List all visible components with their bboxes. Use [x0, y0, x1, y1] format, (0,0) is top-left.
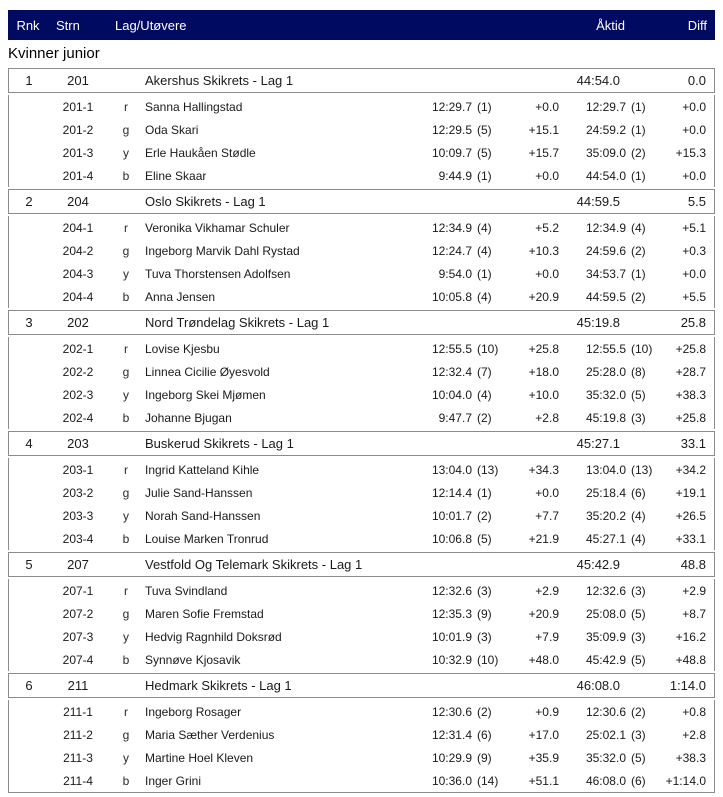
cumulative-rank: (4)	[631, 531, 646, 546]
cumulative-time: 35:32.0	[585, 750, 626, 765]
leg-time: 12:31.4	[431, 727, 472, 742]
leg-row	[9, 285, 714, 308]
total-diff: +2.8	[682, 727, 706, 742]
cumulative-rank: (6)	[631, 485, 646, 500]
cumulative-rank: (3)	[631, 629, 646, 644]
team-name: Nord Trøndelag Skikrets - Lag 1	[145, 315, 330, 330]
team-total-time: 45:19.8	[576, 315, 620, 330]
cumulative-rank: (2)	[631, 704, 646, 719]
team-rank: 4	[25, 436, 33, 451]
leg-diff: +25.8	[528, 341, 559, 356]
leg-id: 204-1	[62, 220, 94, 235]
cumulative-rank: (2)	[631, 243, 646, 258]
leg-time-rank: (5)	[477, 122, 492, 137]
leg-id: 202-4	[62, 410, 94, 425]
leg-time-rank: (4)	[477, 387, 492, 402]
leg-time: 9:47.7	[438, 410, 472, 425]
team-rank: 3	[25, 315, 33, 330]
team-legs	[8, 700, 715, 793]
cumulative-rank: (1)	[631, 99, 646, 114]
total-diff: +38.3	[675, 387, 706, 402]
cumulative-time: 45:19.8	[585, 410, 626, 425]
leg-diff: +10.3	[528, 243, 559, 258]
skier-name: Johanne Bjugan	[145, 410, 232, 425]
team-strn: 204	[67, 194, 89, 209]
cumulative-time: 24:59.6	[585, 243, 626, 258]
leg-time-rank: (2)	[477, 508, 492, 523]
team-strn: 211	[67, 678, 89, 693]
total-diff: +34.2	[675, 462, 706, 477]
leg-color-code: y	[123, 508, 129, 523]
leg-row	[9, 383, 714, 406]
leg-diff: +2.9	[535, 583, 559, 598]
leg-diff: +0.0	[535, 99, 559, 114]
leg-color-code: y	[123, 629, 129, 644]
leg-time-rank: (7)	[477, 364, 492, 379]
leg-diff: +5.2	[535, 220, 559, 235]
leg-time-rank: (14)	[477, 773, 499, 788]
total-diff: +38.3	[675, 750, 706, 765]
cumulative-rank: (3)	[631, 410, 646, 425]
team-summary-row	[8, 552, 715, 577]
leg-id: 207-1	[62, 583, 94, 598]
leg-row	[9, 625, 714, 648]
leg-row	[9, 700, 714, 723]
leg-diff: +20.9	[528, 289, 559, 304]
cumulative-time: 45:42.9	[585, 652, 626, 667]
cumulative-time: 24:59.2	[585, 122, 626, 137]
total-diff: +0.8	[682, 704, 706, 719]
leg-time: 12:29.5	[431, 122, 472, 137]
leg-color-code: r	[124, 99, 128, 114]
leg-color-code: g	[122, 243, 130, 258]
leg-diff: +10.0	[528, 387, 559, 402]
leg-row	[9, 602, 714, 625]
leg-time-rank: (13)	[477, 462, 499, 477]
leg-time: 10:05.8	[431, 289, 472, 304]
leg-row	[9, 504, 714, 527]
leg-id: 201-1	[62, 99, 94, 114]
leg-diff: +18.0	[528, 364, 559, 379]
leg-time: 9:54.0	[438, 266, 472, 281]
cumulative-rank: (3)	[631, 727, 646, 742]
cumulative-time: 44:59.5	[585, 289, 626, 304]
leg-color-code: g	[122, 122, 130, 137]
leg-diff: +48.0	[528, 652, 559, 667]
skier-name: Eline Skaar	[145, 168, 207, 183]
total-diff: +0.0	[682, 168, 706, 183]
leg-time: 13:04.0	[431, 462, 472, 477]
leg-row	[9, 579, 714, 602]
leg-time: 10:04.0	[431, 387, 472, 402]
leg-color-code: g	[122, 606, 130, 621]
cumulative-rank: (6)	[631, 773, 646, 788]
leg-time: 12:14.4	[431, 485, 472, 500]
total-diff: +2.9	[682, 583, 706, 598]
leg-time: 10:06.8	[431, 531, 472, 546]
leg-time-rank: (4)	[477, 220, 492, 235]
team-block	[8, 189, 715, 308]
leg-row	[9, 141, 714, 164]
leg-diff: +17.0	[528, 727, 559, 742]
skier-name: Erle Haukåen Stødle	[145, 145, 256, 160]
team-name: Hedmark Skikrets - Lag 1	[145, 678, 292, 693]
skier-name: Hedvig Ragnhild Doksrød	[145, 629, 282, 644]
teams-container	[8, 68, 715, 793]
leg-color-code: g	[122, 364, 130, 379]
team-total-time: 46:08.0	[576, 678, 620, 693]
cumulative-time: 44:54.0	[585, 168, 626, 183]
skier-name: Lovise Kjesbu	[145, 341, 220, 356]
total-diff: +0.0	[682, 99, 706, 114]
leg-row	[9, 164, 714, 187]
team-legs	[8, 579, 715, 671]
leg-color-code: r	[124, 704, 128, 719]
leg-time-rank: (4)	[477, 243, 492, 258]
cumulative-rank: (4)	[631, 220, 646, 235]
skier-name: Maren Sofie Fremstad	[145, 606, 264, 621]
skier-name: Ingeborg Rosager	[145, 704, 242, 719]
total-diff: +25.8	[675, 341, 706, 356]
cumulative-rank: (1)	[631, 168, 646, 183]
leg-time-rank: (2)	[477, 410, 492, 425]
total-diff: +33.1	[675, 531, 706, 546]
leg-color-code: g	[122, 727, 130, 742]
team-total-diff: 48.8	[680, 557, 706, 572]
leg-row	[9, 406, 714, 429]
leg-time: 12:35.3	[431, 606, 472, 621]
total-diff: +48.8	[675, 652, 706, 667]
team-block	[8, 68, 715, 187]
cumulative-time: 12:55.5	[585, 341, 626, 356]
leg-diff: +15.7	[528, 145, 559, 160]
leg-color-code: y	[123, 145, 129, 160]
total-diff: +16.2	[675, 629, 706, 644]
leg-row	[9, 262, 714, 285]
total-diff: +8.7	[682, 606, 706, 621]
team-name: Oslo Skikrets - Lag 1	[145, 194, 266, 209]
leg-time-rank: (1)	[477, 485, 492, 500]
leg-id: 211-2	[63, 727, 93, 742]
leg-time: 10:01.7	[431, 508, 472, 523]
cumulative-time: 13:04.0	[585, 462, 626, 477]
cumulative-time: 12:32.6	[585, 583, 626, 598]
skier-name: Synnøve Kjosavik	[145, 652, 241, 667]
team-summary-row	[8, 673, 715, 698]
cumulative-time: 25:28.0	[585, 364, 626, 379]
cumulative-time: 35:20.2	[585, 508, 626, 523]
skier-name: Linnea Cicilie Øyesvold	[145, 364, 270, 379]
leg-time-rank: (4)	[477, 289, 492, 304]
leg-time: 12:24.7	[431, 243, 472, 258]
leg-row	[9, 769, 714, 792]
leg-color-code: r	[124, 341, 128, 356]
leg-color-code: b	[122, 289, 130, 304]
team-block	[8, 552, 715, 671]
leg-time-rank: (2)	[477, 704, 492, 719]
leg-id: 207-2	[62, 606, 94, 621]
cumulative-time: 25:02.1	[585, 727, 626, 742]
table-header	[8, 10, 715, 40]
team-total-time: 44:54.0	[576, 73, 620, 88]
leg-diff: +0.9	[535, 704, 559, 719]
cumulative-rank: (5)	[631, 387, 646, 402]
leg-time: 12:32.6	[431, 583, 472, 598]
cumulative-time: 12:29.7	[585, 99, 626, 114]
cumulative-rank: (2)	[631, 289, 646, 304]
team-total-diff: 25.8	[680, 315, 706, 330]
cumulative-time: 25:08.0	[585, 606, 626, 621]
leg-time-rank: (3)	[477, 629, 492, 644]
cumulative-time: 35:09.9	[585, 629, 626, 644]
leg-row	[9, 239, 714, 262]
column-header-lag-utovere: Lag/Utøvere	[115, 17, 187, 33]
leg-color-code: r	[124, 462, 128, 477]
team-strn: 207	[67, 557, 89, 572]
total-diff: +15.3	[675, 145, 706, 160]
skier-name: Ingrid Katteland Kihle	[145, 462, 260, 477]
team-summary-row	[8, 431, 715, 456]
total-diff: +5.1	[682, 220, 706, 235]
leg-color-code: r	[124, 220, 128, 235]
total-diff: +28.7	[675, 364, 706, 379]
leg-diff: +15.1	[528, 122, 559, 137]
leg-diff: +7.7	[535, 508, 559, 523]
leg-color-code: y	[123, 750, 129, 765]
leg-id: 201-2	[62, 122, 94, 137]
team-rank: 5	[25, 557, 33, 572]
total-diff: +26.5	[675, 508, 706, 523]
leg-id: 204-2	[62, 243, 94, 258]
leg-time: 10:32.9	[431, 652, 472, 667]
cumulative-rank: (4)	[631, 508, 646, 523]
team-legs	[8, 216, 715, 308]
leg-time-rank: (5)	[477, 145, 492, 160]
skier-name: Ingeborg Skei Mjømen	[145, 387, 266, 402]
cumulative-rank: (1)	[631, 122, 646, 137]
leg-time-rank: (9)	[477, 606, 492, 621]
cumulative-rank: (5)	[631, 750, 646, 765]
total-diff: +25.8	[675, 410, 706, 425]
team-total-diff: 1:14.0	[669, 678, 706, 693]
leg-time: 10:09.7	[431, 145, 472, 160]
leg-time-rank: (1)	[477, 168, 492, 183]
cumulative-time: 34:53.7	[585, 266, 626, 281]
leg-id: 202-1	[62, 341, 94, 356]
skier-name: Norah Sand-Hanssen	[145, 508, 261, 523]
leg-row	[9, 458, 714, 481]
leg-row	[9, 95, 714, 118]
team-legs	[8, 337, 715, 429]
leg-time-rank: (3)	[477, 583, 492, 598]
section-title: Kvinner junior	[8, 45, 100, 62]
leg-id: 201-4	[62, 168, 94, 183]
leg-id: 211-1	[63, 704, 93, 719]
leg-time: 12:34.9	[431, 220, 472, 235]
skier-name: Inger Grini	[145, 773, 202, 788]
leg-color-code: g	[122, 485, 130, 500]
team-name: Buskerud Skikrets - Lag 1	[145, 436, 294, 451]
skier-name: Louise Marken Tronrud	[145, 531, 269, 546]
leg-diff: +51.1	[528, 773, 559, 788]
team-total-time: 45:42.9	[576, 557, 620, 572]
leg-time-rank: (10)	[477, 341, 499, 356]
leg-diff: +7.9	[535, 629, 559, 644]
skier-name: Tuva Thorstensen Adolfsen	[145, 266, 291, 281]
cumulative-rank: (3)	[631, 583, 646, 598]
leg-id: 207-3	[62, 629, 94, 644]
team-strn: 202	[67, 315, 89, 330]
leg-id: 202-3	[62, 387, 94, 402]
column-header-aktid: Åktid	[596, 17, 625, 33]
leg-id: 204-4	[62, 289, 94, 304]
cumulative-rank: (2)	[631, 145, 646, 160]
cumulative-time: 35:32.0	[585, 387, 626, 402]
cumulative-time: 12:30.6	[585, 704, 626, 719]
leg-time-rank: (10)	[477, 652, 499, 667]
column-header-diff: Diff	[687, 17, 707, 33]
leg-id: 203-3	[62, 508, 94, 523]
team-rank: 1	[25, 73, 33, 88]
total-diff: +5.5	[682, 289, 706, 304]
leg-color-code: y	[123, 266, 129, 281]
cumulative-time: 35:09.0	[585, 145, 626, 160]
skier-name: Tuva Svindland	[145, 583, 228, 598]
team-total-diff: 0.0	[687, 73, 706, 88]
leg-id: 203-1	[62, 462, 94, 477]
leg-time: 12:29.7	[431, 99, 472, 114]
leg-id: 202-2	[62, 364, 94, 379]
cumulative-rank: (10)	[631, 341, 653, 356]
total-diff: +19.1	[675, 485, 706, 500]
team-rank: 2	[25, 194, 33, 209]
team-name: Akershus Skikrets - Lag 1	[145, 73, 294, 88]
leg-color-code: b	[122, 531, 130, 546]
leg-row	[9, 360, 714, 383]
leg-id: 211-4	[63, 773, 93, 788]
leg-time-rank: (1)	[477, 99, 492, 114]
team-total-time: 44:59.5	[576, 194, 620, 209]
leg-id: 207-4	[62, 652, 94, 667]
leg-row	[9, 746, 714, 769]
leg-id: 203-4	[62, 531, 94, 546]
leg-row	[9, 648, 714, 671]
leg-time: 12:30.6	[431, 704, 472, 719]
leg-time: 12:32.4	[431, 364, 472, 379]
leg-color-code: b	[122, 168, 130, 183]
leg-time-rank: (1)	[477, 266, 492, 281]
leg-diff: +35.9	[528, 750, 559, 765]
leg-diff: +21.9	[528, 531, 559, 546]
leg-time: 12:55.5	[431, 341, 472, 356]
cumulative-rank: (1)	[631, 266, 646, 281]
skier-name: Martine Hoel Kleven	[145, 750, 254, 765]
team-summary-row	[8, 68, 715, 93]
leg-color-code: y	[123, 387, 129, 402]
leg-time-rank: (6)	[477, 727, 492, 742]
leg-diff: +2.8	[535, 410, 559, 425]
skier-name: Sanna Hallingstad	[145, 99, 243, 114]
leg-diff: +0.0	[535, 266, 559, 281]
skier-name: Oda Skari	[145, 122, 199, 137]
team-strn: 203	[67, 436, 89, 451]
leg-color-code: b	[122, 652, 130, 667]
cumulative-time: 46:08.0	[585, 773, 626, 788]
total-diff: +0.0	[682, 122, 706, 137]
team-legs	[8, 458, 715, 550]
team-block	[8, 310, 715, 429]
total-diff: +0.0	[682, 266, 706, 281]
leg-row	[9, 337, 714, 360]
skier-name: Julie Sand-Hanssen	[145, 485, 253, 500]
leg-id: 203-2	[62, 485, 94, 500]
leg-color-code: b	[122, 773, 130, 788]
leg-id: 211-3	[63, 750, 93, 765]
team-total-diff: 5.5	[687, 194, 706, 209]
cumulative-rank: (8)	[631, 364, 646, 379]
skier-name: Maria Sæther Verdenius	[145, 727, 275, 742]
column-header-rnk: Rnk	[16, 17, 40, 33]
cumulative-rank: (5)	[631, 652, 646, 667]
team-rank: 6	[25, 678, 33, 693]
cumulative-rank: (5)	[631, 606, 646, 621]
leg-time-rank: (5)	[477, 531, 492, 546]
team-block	[8, 431, 715, 550]
cumulative-time: 45:27.1	[585, 531, 626, 546]
leg-time: 10:01.9	[431, 629, 472, 644]
team-summary-row	[8, 310, 715, 335]
leg-color-code: r	[124, 583, 128, 598]
total-diff: +0.3	[682, 243, 706, 258]
leg-id: 204-3	[62, 266, 94, 281]
leg-row	[9, 527, 714, 550]
team-total-diff: 33.1	[680, 436, 706, 451]
leg-color-code: b	[122, 410, 130, 425]
cumulative-time: 12:34.9	[585, 220, 626, 235]
skier-name: Anna Jensen	[145, 289, 216, 304]
leg-diff: +0.0	[535, 485, 559, 500]
skier-name: Ingeborg Marvik Dahl Rystad	[145, 243, 300, 258]
leg-time: 9:44.9	[438, 168, 472, 183]
leg-id: 201-3	[62, 145, 94, 160]
team-legs	[8, 95, 715, 187]
leg-row	[9, 723, 714, 746]
leg-diff: +0.0	[535, 168, 559, 183]
leg-row	[9, 118, 714, 141]
leg-diff: +20.9	[528, 606, 559, 621]
team-total-time: 45:27.1	[576, 436, 620, 451]
leg-time-rank: (9)	[477, 750, 492, 765]
cumulative-time: 25:18.4	[585, 485, 626, 500]
leg-time: 10:36.0	[431, 773, 472, 788]
team-summary-row	[8, 189, 715, 214]
skier-name: Veronika Vikhamar Schuler	[145, 220, 290, 235]
team-block	[8, 673, 715, 793]
total-diff: +1:14.0	[665, 773, 706, 788]
team-name: Vestfold Og Telemark Skikrets - Lag 1	[145, 557, 363, 572]
leg-row	[9, 216, 714, 239]
leg-diff: +34.3	[528, 462, 559, 477]
team-strn: 201	[67, 73, 89, 88]
leg-time: 10:29.9	[431, 750, 472, 765]
leg-row	[9, 481, 714, 504]
cumulative-rank: (13)	[631, 462, 653, 477]
column-header-strn: Strn	[56, 17, 80, 33]
